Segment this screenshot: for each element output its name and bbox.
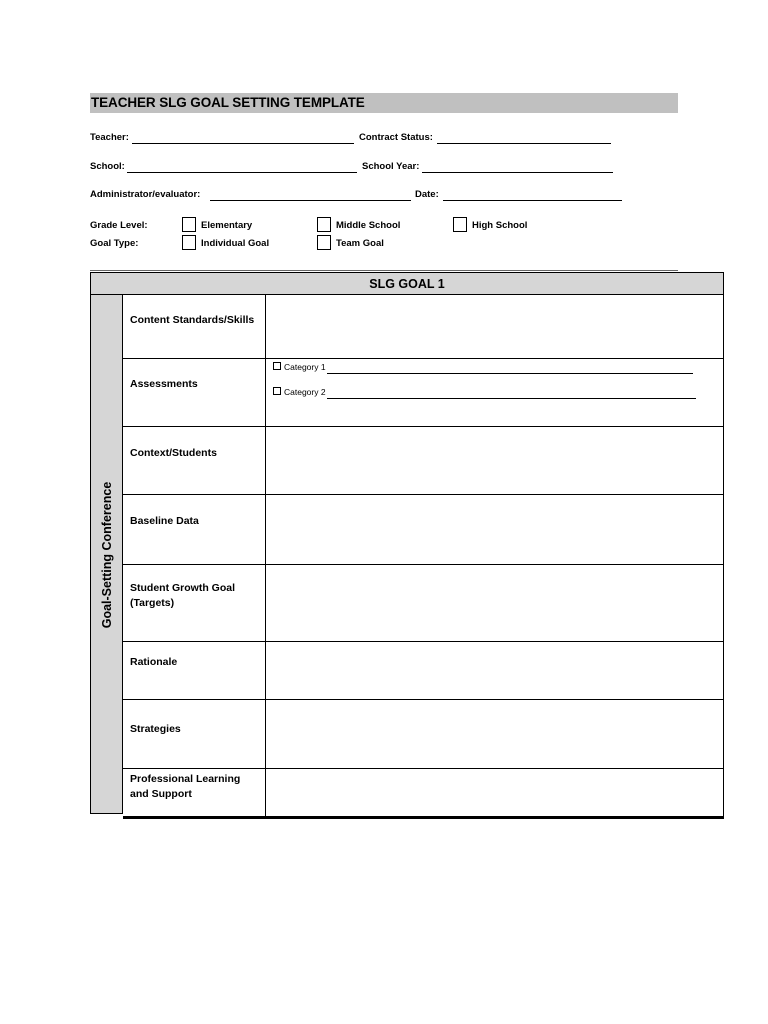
row-label-cell — [123, 642, 266, 699]
elementary-checkbox[interactable] — [182, 217, 196, 232]
goal-type-label: Goal Type: — [90, 238, 139, 249]
elementary-label: Elementary — [201, 220, 253, 231]
table-row — [123, 295, 724, 359]
school-label: School: — [90, 161, 125, 172]
date-field[interactable] — [443, 200, 622, 201]
table-row — [123, 769, 724, 816]
category-1-checkbox[interactable] — [273, 362, 281, 370]
table-row — [123, 700, 724, 769]
high-school-label: High School — [472, 220, 528, 231]
grade-level-label: Grade Level: — [90, 220, 148, 231]
row-label: Professional Learning and Support — [130, 773, 241, 800]
category-1-line[interactable] — [327, 373, 693, 374]
category-2-label: Category 2 — [284, 387, 326, 397]
table-row — [123, 642, 724, 700]
category-2-item[interactable] — [273, 387, 326, 397]
category-1-label: Category 1 — [284, 362, 326, 372]
contract-status-field[interactable] — [437, 143, 611, 144]
team-goal-label: Team Goal — [336, 238, 384, 249]
row-label: Student Growth Goal (Targets) — [130, 582, 235, 609]
row-label-cell — [123, 359, 266, 426]
row-label: Context/Students — [130, 447, 217, 459]
table-row — [123, 359, 724, 427]
row-label-cell — [123, 495, 266, 564]
teacher-label: Teacher: — [90, 132, 129, 143]
row-label-cell — [123, 565, 266, 641]
table-row — [123, 427, 724, 495]
row-label: Rationale — [130, 656, 178, 668]
page-title: TEACHER SLG GOAL SETTING TEMPLATE — [90, 93, 678, 113]
row-label-cell — [123, 769, 266, 816]
divider — [90, 270, 678, 271]
table-bottom-rule — [123, 816, 724, 819]
category-2-checkbox[interactable] — [273, 387, 281, 395]
administrator-field[interactable] — [210, 200, 411, 201]
high-school-checkbox[interactable] — [453, 217, 467, 232]
row-label: Baseline Data — [130, 515, 199, 527]
row-label-cell — [123, 700, 266, 768]
row-label: Strategies — [130, 723, 181, 735]
administrator-label: Administrator/evaluator: — [90, 189, 201, 200]
row-label: Assessments — [130, 378, 198, 390]
teacher-field[interactable] — [132, 143, 354, 144]
side-label: Goal-Setting Conference — [100, 481, 114, 629]
date-label: Date: — [415, 189, 439, 200]
row-label-cell — [123, 295, 266, 358]
category-2-line[interactable] — [327, 398, 696, 399]
table-row — [123, 495, 724, 565]
table-row — [123, 565, 724, 642]
contract-status-label: Contract Status: — [359, 132, 433, 143]
school-field[interactable] — [127, 172, 357, 173]
individual-goal-label: Individual Goal — [201, 238, 270, 249]
team-goal-checkbox[interactable] — [317, 235, 331, 250]
individual-goal-checkbox[interactable] — [182, 235, 196, 250]
school-year-label: School Year: — [362, 161, 420, 172]
middle-school-checkbox[interactable] — [317, 217, 331, 232]
school-year-field[interactable] — [422, 172, 613, 173]
goal-header: SLG GOAL 1 — [90, 272, 724, 295]
middle-school-label: Middle School — [336, 220, 401, 231]
row-label: Content Standards/Skills — [130, 314, 255, 326]
row-label-cell — [123, 427, 266, 494]
category-1-item[interactable] — [273, 362, 326, 372]
